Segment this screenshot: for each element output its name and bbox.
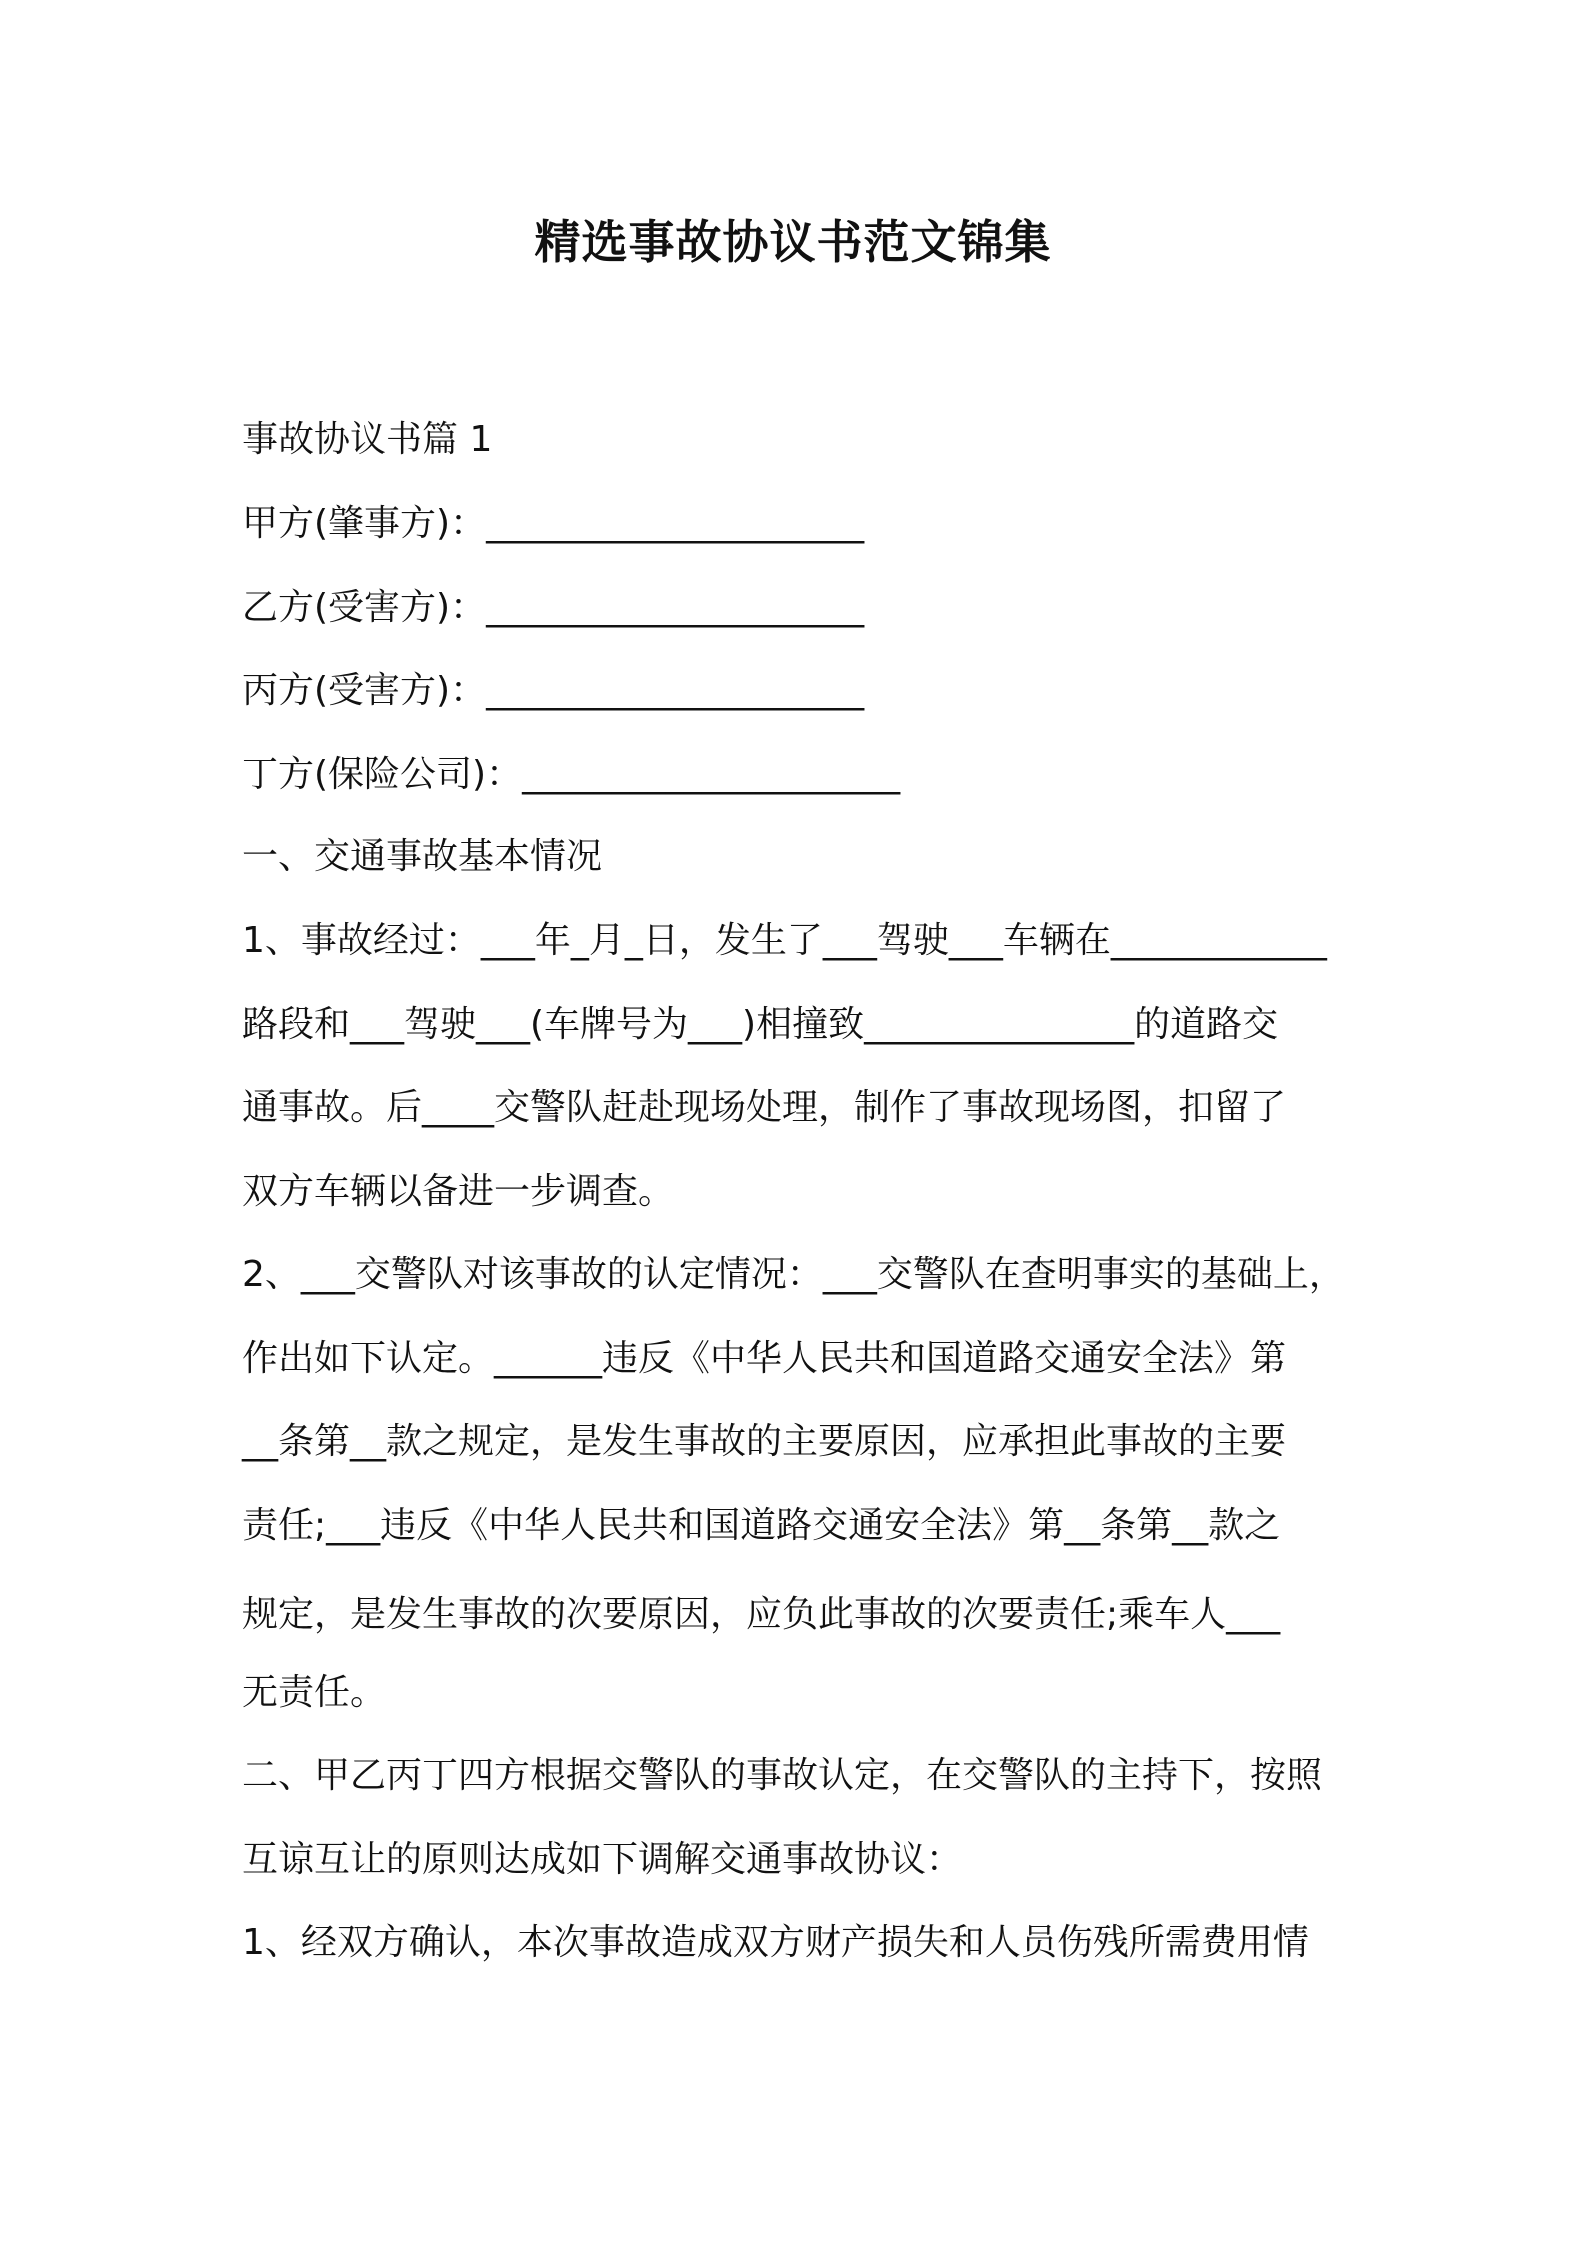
paragraph-line: 二、甲乙丙丁四方根据交警队的事故认定，在交警队的主持下，按照: [242, 1755, 1323, 1796]
section-heading: 事故协议书篇 1: [242, 419, 493, 460]
paragraph-line: 2、___交警队对该事故的认定情况：___交警队在查明事实的基础上，: [242, 1254, 1345, 1295]
paragraph-line: 1、经双方确认，本次事故造成双方财产损失和人员伤残所需费用情: [242, 1922, 1309, 1963]
paragraph-line: 路段和___驾驶___(车牌号为___)相撞致_______________的道路交: [242, 1004, 1279, 1045]
paragraph-line: 责任;___违反《中华人民共和国道路交通安全法》第__条第__款之: [242, 1505, 1281, 1546]
paragraph-line: 作出如下认定。______违反《中华人民共和国道路交通安全法》第: [242, 1338, 1287, 1379]
document-title: 精选事故协议书范文锦集: [534, 215, 1052, 269]
paragraph-line: 1、事故经过：___年_月_日，发生了___驾驶___车辆在____________: [242, 920, 1327, 961]
party-line: 甲方(肇事方)：_____________________: [242, 503, 865, 544]
party-line: 丁方(保险公司)：_____________________: [242, 754, 901, 795]
paragraph-line: 通事故。后____交警队赶赴现场处理，制作了事故现场图，扣留了: [242, 1087, 1287, 1128]
paragraph-line: __条第__款之规定，是发生事故的主要原因，应承担此事故的主要: [242, 1421, 1287, 1462]
party-line: 乙方(受害方)：_____________________: [242, 587, 865, 628]
paragraph-line: 双方车辆以备进一步调查。: [242, 1171, 675, 1212]
paragraph-line: 无责任。: [242, 1672, 387, 1713]
paragraph-line: 规定，是发生事故的次要原因，应负此事故的次要责任;乘车人___: [242, 1594, 1281, 1635]
party-line: 丙方(受害方)：_____________________: [242, 670, 865, 711]
paragraph-line: 互谅互让的原则达成如下调解交通事故协议：: [242, 1839, 963, 1880]
part1-heading: 一、交通事故基本情况: [242, 836, 603, 877]
